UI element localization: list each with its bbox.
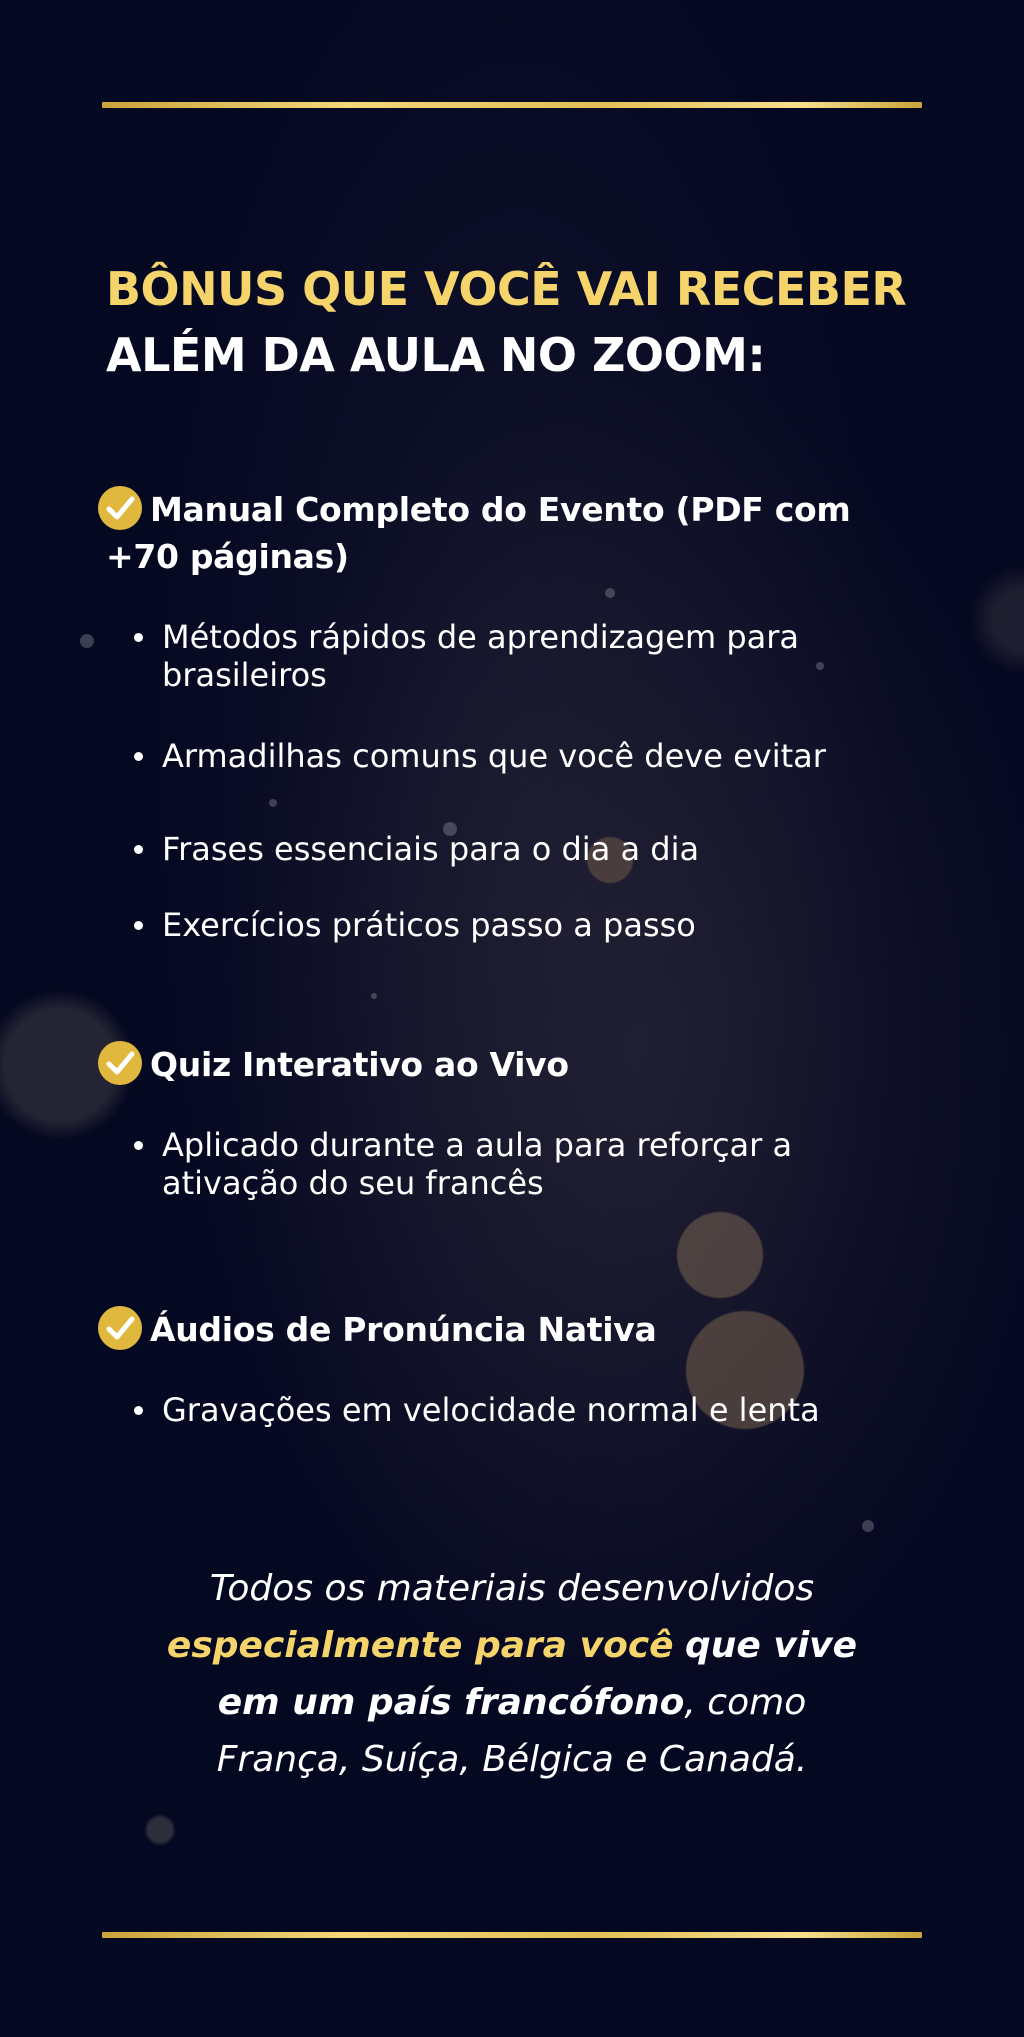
list-item-text: Exercícios práticos passo a passo [162,906,696,944]
top-gold-divider [102,102,922,108]
bokeh-dot [862,1520,874,1532]
check-circle-icon [98,1306,142,1350]
heading-line-gold: BÔNUS QUE VOCÊ VAI RECEBER [106,262,907,316]
list-item [130,1126,912,1202]
closing-text-end: , como França, Suíça, Bélgica e Canadá. [216,1682,808,1780]
list-item-text: Gravações em velocidade normal e lenta [162,1391,820,1429]
list-item [130,1391,912,1429]
section-title-audios [98,1306,898,1353]
closing-statement [152,1560,872,1788]
bokeh-dot [80,634,94,648]
closing-text: Todos os materiais desenvolvidos [209,1568,815,1609]
check-circle-icon [98,486,142,530]
section-title-manual [98,486,898,580]
bokeh-dot [371,993,377,999]
list-item-text: Métodos rápidos de aprendizagem para [162,618,800,656]
bokeh-dot [605,588,615,598]
bottom-gold-divider [102,1932,922,1938]
list-item-text: Aplicado durante a aula para reforçar a [162,1126,793,1164]
section-title-text: Áudios de Pronúncia Nativa [150,1310,657,1349]
bonus-heading [106,256,926,388]
bokeh-dot [269,799,277,807]
list-item [130,906,912,944]
section-title-text-cont: +70 páginas) [106,537,349,576]
closing-highlight: especialmente para você [166,1625,674,1666]
closing-bold: que vive em um país francófono [217,1625,858,1723]
list-item [130,618,912,694]
check-circle-icon [98,1041,142,1085]
section-title-text: Manual Completo do Evento (PDF com [150,490,851,529]
section-title-text: Quiz Interativo ao Vivo [150,1045,569,1084]
list-item [130,737,912,775]
list-item-text: Frases essenciais para o dia a dia [162,830,700,868]
list-item-text-cont: ativação do seu francês [162,1164,544,1202]
list-item-text: Armadilhas comuns que você deve evitar [162,737,826,775]
heading-line-white: ALÉM DA AULA NO ZOOM: [106,328,766,382]
list-item [130,830,912,868]
section-title-quiz [98,1041,898,1088]
list-item-text-cont: brasileiros [162,656,327,694]
